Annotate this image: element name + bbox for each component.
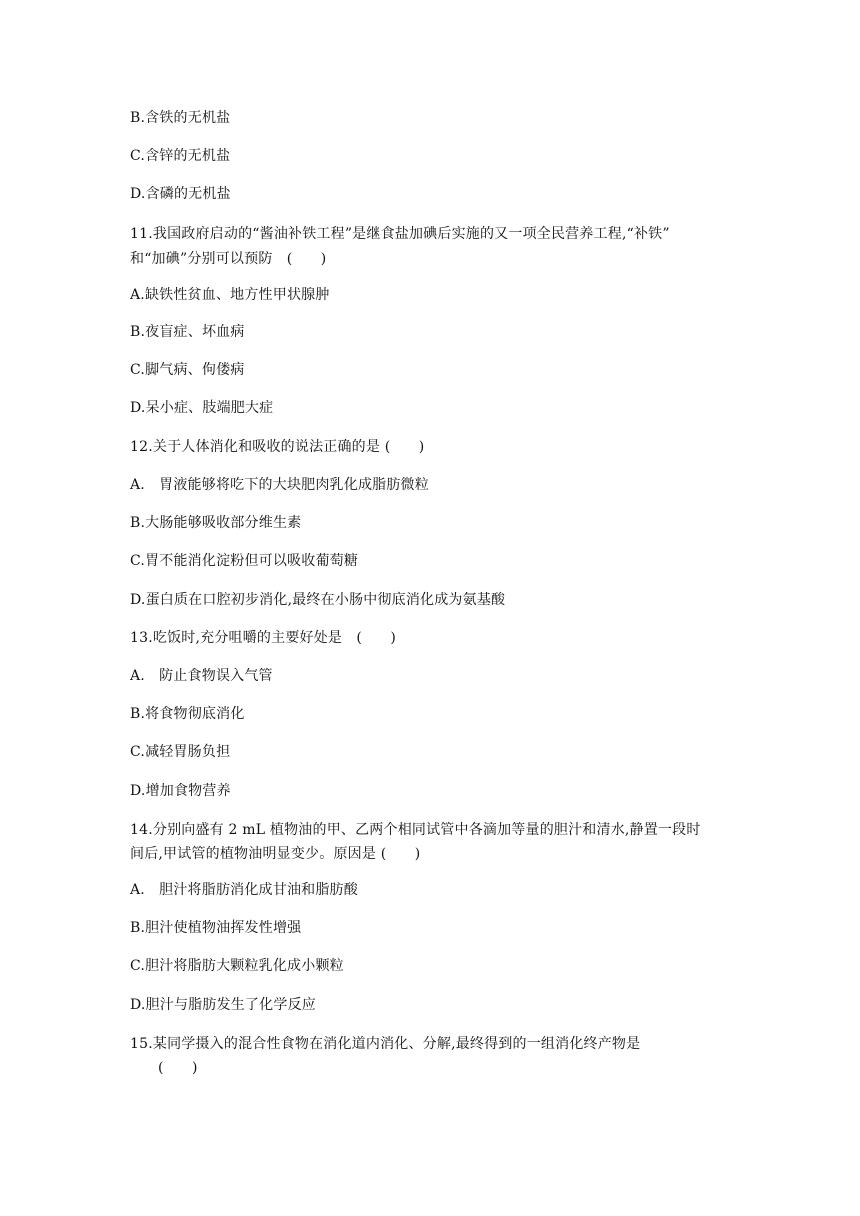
q12-option-a: A. 胃液能够将吃下的大块肥肉乳化成脂肪微粒 (130, 477, 429, 493)
q11-option-c: C.脚气病、佝偻病 (130, 362, 245, 378)
q10-option-d: D.含磷的无机盐 (130, 186, 231, 202)
q10-option-c: C.含锌的无机盐 (130, 148, 231, 164)
q15-stem-line2: ( ) (158, 1060, 198, 1076)
q10-option-b: B.含铁的无机盐 (130, 110, 231, 126)
q11-stem-line2: 和“加碘”分别可以预防 ( ) (130, 251, 327, 267)
q14-option-d: D.胆汁与脂肪发生了化学反应 (130, 997, 316, 1013)
q12-stem: 12.关于人体消化和吸收的说法正确的是 ( ) (130, 439, 425, 455)
q13-option-c: C.减轻胃肠负担 (130, 744, 231, 760)
q13-option-a: A. 防止食物误入气管 (130, 668, 273, 684)
q12-option-b: B.大肠能够吸收部分维生素 (130, 515, 302, 531)
q13-option-b: B.将食物彻底消化 (130, 706, 245, 722)
q12-option-c: C.胃不能消化淀粉但可以吸收葡萄糖 (130, 553, 359, 569)
q14-stem-line1: 14.分别向盛有 2 mL 植物油的甲、乙两个相同试管中各滴加等量的胆汁和清水,静置一段时 (130, 822, 701, 838)
q11-option-a: A.缺铁性贫血、地方性甲状腺肿 (130, 287, 330, 303)
q11-option-d: D.呆小症、肢端肥大症 (130, 400, 274, 416)
q13-option-d: D.增加食物营养 (130, 783, 231, 799)
q14-stem-line2: 间后,甲试管的植物油明显变少。原因是 ( ) (130, 846, 421, 862)
q11-option-b: B.夜盲症、坏血病 (130, 324, 245, 340)
q14-option-a: A. 胆汁将脂肪消化成甘油和脂肪酸 (130, 882, 358, 898)
q13-stem: 13.吃饭时,充分咀嚼的主要好处是 ( ) (130, 630, 397, 646)
q14-option-c: C.胆汁将脂肪大颗粒乳化成小颗粒 (130, 958, 344, 974)
q11-stem-line1: 11.我国政府启动的“酱油补铁工程”是继食盐加碘后实施的又一项全民营养工程,“补铁” (130, 226, 670, 242)
q14-option-b: B.胆汁使植物油挥发性增强 (130, 920, 302, 936)
q15-stem-line1: 15.某同学摄入的混合性食物在消化道内消化、分解,最终得到的一组消化终产物是 (130, 1036, 641, 1052)
q12-option-d: D.蛋白质在口腔初步消化,最终在小肠中彻底消化成为氨基酸 (130, 592, 506, 608)
